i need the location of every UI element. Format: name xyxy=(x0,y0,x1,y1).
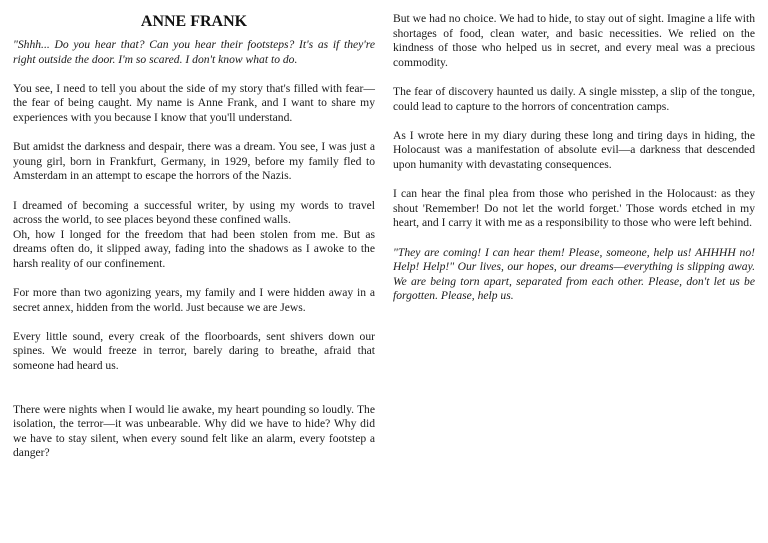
paragraph-diary: As I wrote here in my diary during these long and tiring days in hiding, the Holocaust was a manifestation of absolute evil—a darkness that descended upon humanity with devastating consequences. xyxy=(393,128,755,171)
left-column xyxy=(13,12,375,476)
paragraph-fear: You see, I need to tell you about the side of my story that's filled with fear—the fear of being caught. My name is Anne Frank, and I want to share my experiences with you because I know that you'll understand. xyxy=(13,81,375,124)
paragraph-no-choice: But we had no choice. We had to hide, to stay out of sight. Imagine a life with shortages of food, clean water, and basic necessities. We relied on the kindness of those who helped us in secret, and every meal was a precious commodity. xyxy=(393,12,755,69)
opening-quote: "Shhh... Do you hear that? Can you hear their footsteps? It's as if they're right outside the door. I'm so scared. I don't know what to do. xyxy=(13,38,375,66)
paragraph-sounds: Every little sound, every creak of the floorboards, sent shivers down our spines. We would freeze in terror, barely daring to breathe, afraid that someone had heard us. xyxy=(13,329,375,373)
paragraph-writer: I dreamed of becoming a successful writer, by using my words to travel across the world, to see places beyond these confined walls. xyxy=(13,198,375,227)
paragraph-annex: For more than two agonizing years, my family and I were hidden away in a secret annex, hidden from the world. Just because we are Jews. xyxy=(13,286,375,314)
closing-quote: "They are coming! I can hear them! Please, someone, help us! AHHHH no! Help! Help!" Our lives, our hopes, our dreams—everything is slipping away. We are being torn apart, separated from each other. Please, don't let us be forgotten. Please, help us. xyxy=(393,245,755,303)
right-column xyxy=(393,12,755,318)
paragraph-nights: There were nights when I would lie awake, my heart pounding so loudly. The isolation, the terror—it was unbearable. Why did we have to hide? Why did we have to stay silent, when every sound felt like an alarm, every footstep a danger? xyxy=(13,402,375,460)
paragraph-discovery: The fear of discovery haunted us daily. A single misstep, a slip of the tongue, could lead to capture to the horrors of concentration camps. xyxy=(393,84,755,113)
paragraph-freedom: Oh, how I longed for the freedom that had been stolen from me. But as dreams often do, it slipped away, fading into the shadows as I awoke to the harsh reality of our confinement. xyxy=(13,227,375,270)
paragraph-dream: But amidst the darkness and despair, there was a dream. You see, I was just a young girl, born in Frankfurt, Germany, in 1929, before my family fled to Amsterdam in an attempt to escape the horrors of the Nazis. xyxy=(13,140,375,183)
paragraph-final-plea: I can hear the final plea from those who perished in the Holocaust: as they shout 'Remember! Do not let the world forget.' Those words etched in my heart, and I carry it with me as a responsibility to those who were left behind. xyxy=(393,187,755,230)
document-title: ANNE FRANK xyxy=(140,13,248,30)
